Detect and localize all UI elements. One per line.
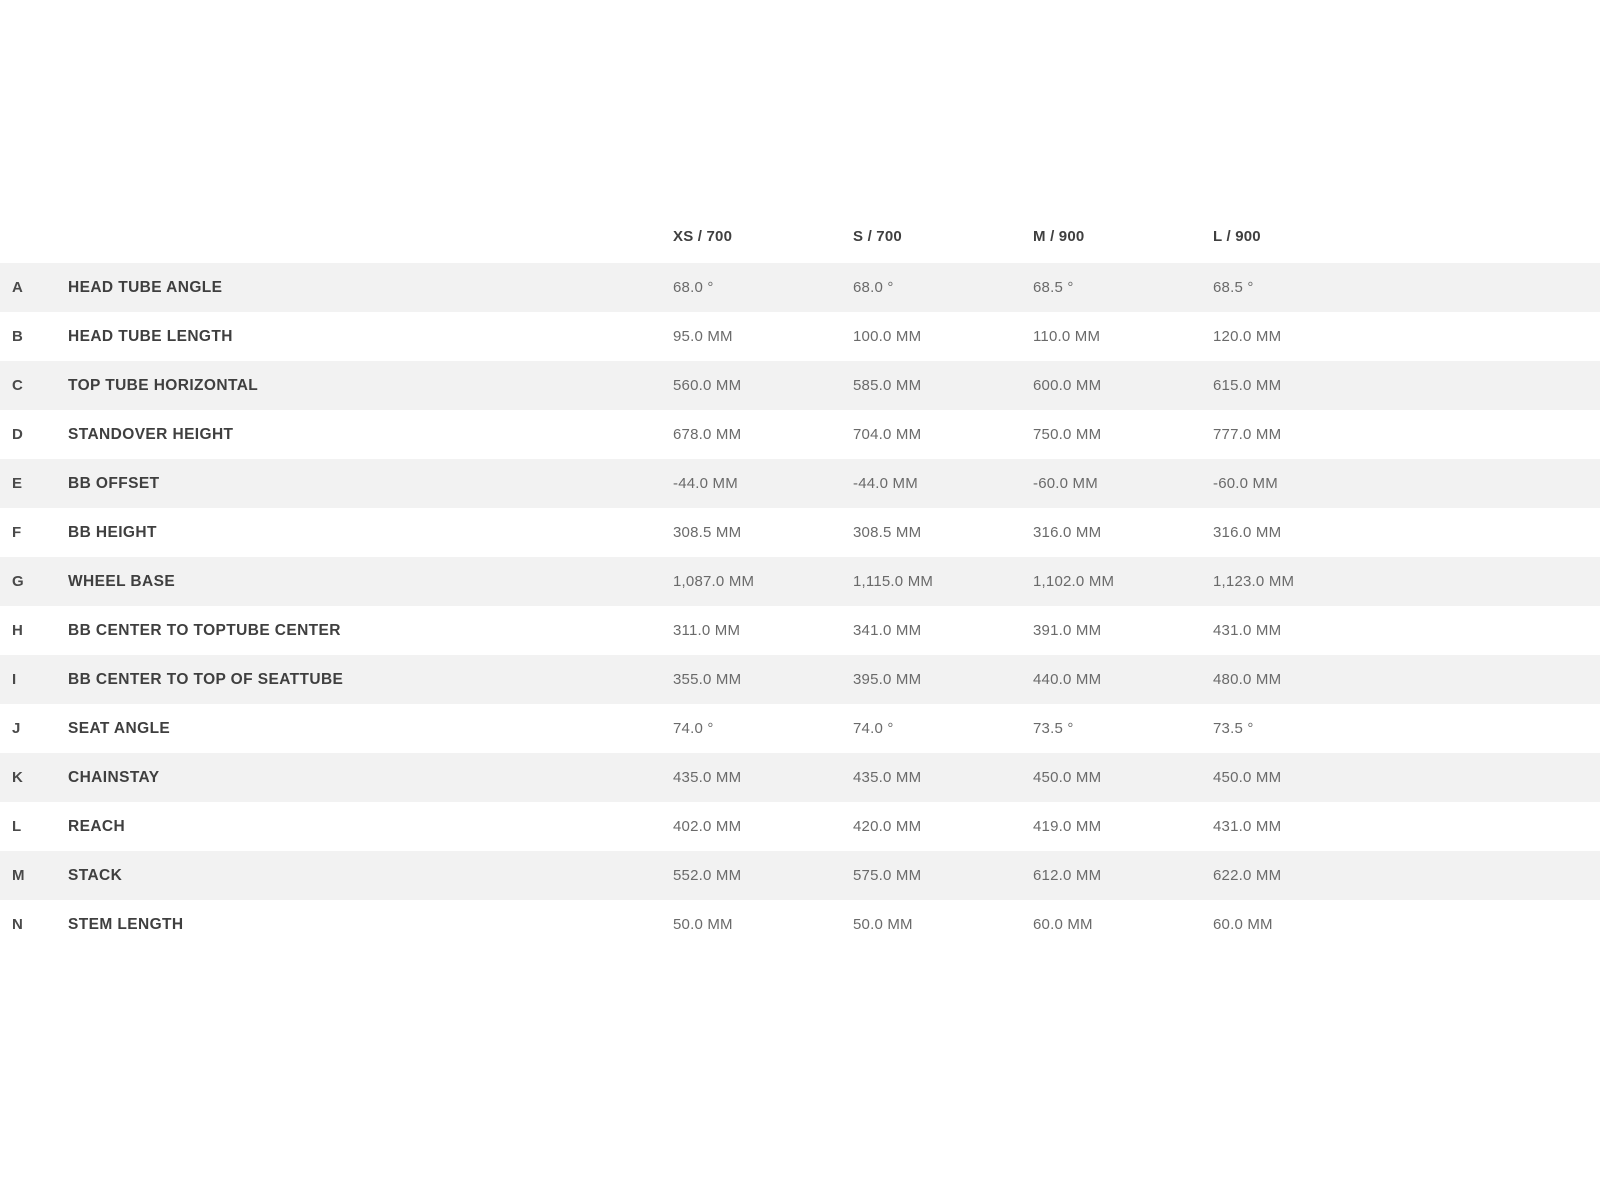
row-value-l: 431.0 MM bbox=[1213, 818, 1282, 835]
row-value-l: 68.5 ° bbox=[1213, 279, 1254, 296]
column-header-size-s: S / 700 bbox=[853, 228, 1033, 263]
row-value-m: 450.0 MM bbox=[1033, 769, 1102, 786]
row-value-xs: 95.0 MM bbox=[673, 328, 733, 345]
table-row bbox=[0, 704, 1600, 753]
row-spacer bbox=[1393, 312, 1600, 361]
row-value-xs: 308.5 MM bbox=[673, 524, 742, 541]
row-letter: E bbox=[12, 475, 23, 492]
row-value-xs: 50.0 MM bbox=[673, 916, 733, 933]
row-value-xs: 435.0 MM bbox=[673, 769, 742, 786]
column-header-size-m: M / 900 bbox=[1033, 228, 1213, 263]
table-row bbox=[0, 557, 1600, 606]
row-value-m: 73.5 ° bbox=[1033, 720, 1074, 737]
table-header bbox=[0, 228, 1600, 263]
row-value-l: 450.0 MM bbox=[1213, 769, 1282, 786]
row-spacer bbox=[1393, 655, 1600, 704]
row-letter: F bbox=[12, 524, 22, 541]
row-letter: B bbox=[12, 328, 24, 345]
row-letter: M bbox=[12, 867, 25, 884]
row-value-xs: 68.0 ° bbox=[673, 279, 714, 296]
row-letter: H bbox=[12, 622, 24, 639]
table-row bbox=[0, 508, 1600, 557]
row-letter: G bbox=[12, 573, 24, 590]
row-value-m: -60.0 MM bbox=[1033, 475, 1098, 492]
row-label: STACK bbox=[68, 866, 123, 884]
row-letter: I bbox=[12, 671, 17, 688]
row-spacer bbox=[1393, 361, 1600, 410]
row-value-s: -44.0 MM bbox=[853, 475, 918, 492]
row-value-l: 60.0 MM bbox=[1213, 916, 1273, 933]
row-value-xs: -44.0 MM bbox=[673, 475, 738, 492]
row-value-s: 585.0 MM bbox=[853, 377, 922, 394]
row-spacer bbox=[1393, 459, 1600, 508]
row-spacer bbox=[1393, 508, 1600, 557]
row-letter: J bbox=[12, 720, 21, 737]
row-value-l: 73.5 ° bbox=[1213, 720, 1254, 737]
table-header-row bbox=[0, 228, 1600, 263]
row-value-s: 704.0 MM bbox=[853, 426, 922, 443]
row-letter: A bbox=[12, 279, 24, 296]
row-value-s: 435.0 MM bbox=[853, 769, 922, 786]
row-value-s: 341.0 MM bbox=[853, 622, 922, 639]
row-value-m: 750.0 MM bbox=[1033, 426, 1102, 443]
table-row bbox=[0, 606, 1600, 655]
table-row bbox=[0, 361, 1600, 410]
row-spacer bbox=[1393, 753, 1600, 802]
table-body bbox=[0, 263, 1600, 949]
column-header-size-xs: XS / 700 bbox=[673, 228, 853, 263]
row-value-l: 316.0 MM bbox=[1213, 524, 1282, 541]
row-label: CHAINSTAY bbox=[68, 768, 160, 786]
row-label: HEAD TUBE ANGLE bbox=[68, 278, 223, 296]
row-value-s: 395.0 MM bbox=[853, 671, 922, 688]
table-row bbox=[0, 459, 1600, 508]
row-value-xs: 402.0 MM bbox=[673, 818, 742, 835]
row-spacer bbox=[1393, 410, 1600, 459]
geometry-table-container bbox=[0, 228, 1600, 949]
row-value-s: 68.0 ° bbox=[853, 279, 894, 296]
row-spacer bbox=[1393, 704, 1600, 753]
table-row bbox=[0, 851, 1600, 900]
row-letter: L bbox=[12, 818, 22, 835]
table-row bbox=[0, 655, 1600, 704]
row-spacer bbox=[1393, 263, 1600, 312]
row-value-s: 100.0 MM bbox=[853, 328, 922, 345]
row-value-m: 110.0 MM bbox=[1033, 328, 1101, 345]
row-value-xs: 1,087.0 MM bbox=[673, 573, 755, 590]
row-value-xs: 552.0 MM bbox=[673, 867, 742, 884]
row-letter: C bbox=[12, 377, 24, 394]
row-value-m: 1,102.0 MM bbox=[1033, 573, 1115, 590]
row-value-s: 575.0 MM bbox=[853, 867, 922, 884]
row-spacer bbox=[1393, 557, 1600, 606]
row-label: STANDOVER HEIGHT bbox=[68, 425, 234, 443]
row-value-xs: 74.0 ° bbox=[673, 720, 714, 737]
row-value-m: 60.0 MM bbox=[1033, 916, 1093, 933]
row-letter: N bbox=[12, 916, 24, 933]
row-label: BB CENTER TO TOPTUBE CENTER bbox=[68, 621, 341, 639]
row-value-m: 440.0 MM bbox=[1033, 671, 1102, 688]
row-value-s: 420.0 MM bbox=[853, 818, 922, 835]
row-value-l: 615.0 MM bbox=[1213, 377, 1282, 394]
row-spacer bbox=[1393, 606, 1600, 655]
row-value-m: 316.0 MM bbox=[1033, 524, 1102, 541]
row-label: HEAD TUBE LENGTH bbox=[68, 327, 233, 345]
row-value-l: 431.0 MM bbox=[1213, 622, 1282, 639]
row-value-l: 622.0 MM bbox=[1213, 867, 1282, 884]
row-value-xs: 311.0 MM bbox=[673, 622, 741, 639]
row-label: SEAT ANGLE bbox=[68, 719, 171, 737]
column-header-spacer bbox=[1393, 228, 1600, 263]
row-letter: K bbox=[12, 769, 24, 786]
row-value-s: 1,115.0 MM bbox=[853, 573, 934, 590]
column-header-size-l: L / 900 bbox=[1213, 228, 1393, 263]
row-value-m: 612.0 MM bbox=[1033, 867, 1102, 884]
row-label: BB OFFSET bbox=[68, 474, 160, 492]
table-row bbox=[0, 410, 1600, 459]
row-label: BB CENTER TO TOP OF SEATTUBE bbox=[68, 670, 344, 688]
row-letter: D bbox=[12, 426, 24, 443]
column-header-letter bbox=[0, 228, 68, 263]
row-value-m: 600.0 MM bbox=[1033, 377, 1102, 394]
column-header-measurement bbox=[68, 228, 673, 263]
row-value-xs: 560.0 MM bbox=[673, 377, 742, 394]
table-row bbox=[0, 753, 1600, 802]
row-value-l: 120.0 MM bbox=[1213, 328, 1282, 345]
row-value-xs: 355.0 MM bbox=[673, 671, 742, 688]
row-spacer bbox=[1393, 802, 1600, 851]
row-label: STEM LENGTH bbox=[68, 915, 184, 933]
row-spacer bbox=[1393, 851, 1600, 900]
row-value-s: 50.0 MM bbox=[853, 916, 913, 933]
row-value-m: 68.5 ° bbox=[1033, 279, 1074, 296]
row-value-m: 391.0 MM bbox=[1033, 622, 1102, 639]
table-row bbox=[0, 900, 1600, 949]
row-value-s: 308.5 MM bbox=[853, 524, 922, 541]
table-row bbox=[0, 312, 1600, 361]
row-value-s: 74.0 ° bbox=[853, 720, 894, 737]
row-spacer bbox=[1393, 900, 1600, 949]
row-label: WHEEL BASE bbox=[68, 572, 176, 590]
row-value-l: 777.0 MM bbox=[1213, 426, 1282, 443]
table-row bbox=[0, 263, 1600, 312]
geometry-table bbox=[0, 228, 1600, 949]
row-label: BB HEIGHT bbox=[68, 523, 157, 541]
table-row bbox=[0, 802, 1600, 851]
row-value-l: 480.0 MM bbox=[1213, 671, 1282, 688]
row-value-l: -60.0 MM bbox=[1213, 475, 1278, 492]
row-value-xs: 678.0 MM bbox=[673, 426, 742, 443]
row-label: REACH bbox=[68, 817, 126, 835]
row-value-m: 419.0 MM bbox=[1033, 818, 1102, 835]
row-label: TOP TUBE HORIZONTAL bbox=[68, 376, 259, 394]
row-value-l: 1,123.0 MM bbox=[1213, 573, 1295, 590]
